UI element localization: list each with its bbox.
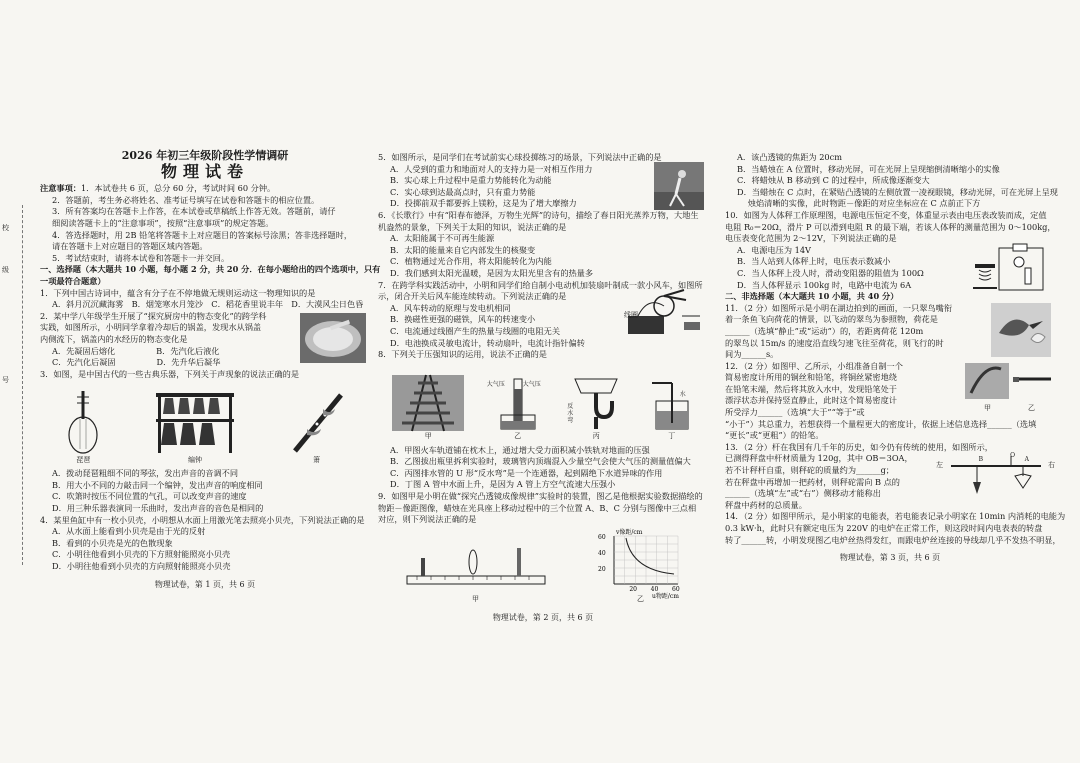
y-tick-label: 20 <box>597 566 606 574</box>
page-2 <box>378 152 708 623</box>
question-text: 7．在跨学科实践活动中，小明和同学们给自制小电动机加装扇叶制成一款小风车，如图所 <box>378 279 703 290</box>
question-13 <box>725 442 1055 512</box>
question-text: 0.3 kW·h，此时只有额定电压为 220V 的电炉在正常工作，则这段时间内电表表的转盘 <box>725 523 1043 533</box>
copper-wire-photo <box>965 363 1009 399</box>
sink-trap-drawing <box>571 375 621 431</box>
question-option: A．该凸透镜的焦距为 20cm <box>737 152 842 162</box>
question-text: 着一条鱼飞向荷花的情景，以飞动的翠鸟为参照物，荷花是 <box>725 314 938 325</box>
question-option: B．实心球上升过程中是重力势能转化为动能 <box>390 175 552 186</box>
question-option: A．人受到的重力和地面对人的支持力是一对相互作用力 <box>390 163 593 174</box>
figure-caption: 乙 <box>514 432 522 441</box>
question-text: 2．某中学八年级学生开展了“探究厨房中的物态变化”的跨学科 <box>40 310 267 321</box>
question-4: 4．某里鱼缸中有一枚小贝壳，小明想从水面上用激光笔去照亮小贝壳，下列说法正确的是 <box>40 514 365 525</box>
question-option: C．吹箫时按压不同位置的气孔，可以改变声音的速度 <box>52 491 247 502</box>
lens-figure <box>378 528 708 606</box>
question-option: C．小明往他看到小贝壳的下方照射能照亮小贝壳 <box>52 549 231 560</box>
question-option: C．实心球到达最高点时，只有重力势能 <box>390 186 536 197</box>
question-text: 简易密度计所用的铜丝和铅笔，将铜丝紧密地绕 <box>725 372 897 383</box>
question-text: 已测得秤盘中杆材质量为 120g，其中 OB＝3OA， <box>725 453 913 464</box>
question-text: 内侧流下，锅盖内的水经历的物态变化是 <box>40 333 188 344</box>
figure-label: 水 <box>679 391 686 399</box>
question-option: A．从水面上能看到小贝壳是由于光的反射 <box>52 526 206 537</box>
question-text: 示，闭合开关后风车能连续转动。下列说法正确的是 <box>378 291 567 302</box>
question-option: C．将蜡烛从 B 移动到 C 的过程中，所成像逐渐变大 <box>737 175 930 186</box>
question-option: B．换磁性更强的磁铁，风车的转速变小 <box>390 314 536 325</box>
exam-subtitle: 物理试卷 <box>160 161 249 181</box>
question-option: A．风车转动的原理与发电机相同 <box>390 302 511 313</box>
question-option: C．植物通过光合作用，将太阳能转化为内能 <box>390 256 552 267</box>
binding-margin <box>0 205 23 565</box>
notice-line: 4．答选择题时，用 2B 铅笔将答题卡上对应题目的答案标号涂黑；答非选择题时， <box>52 229 353 240</box>
page-footer: 物理试卷，第 3 页，共 6 页 <box>839 553 941 563</box>
pot-lid-photo <box>300 313 366 363</box>
question-12 <box>725 361 1055 442</box>
figure-label: 大气压 <box>522 381 541 389</box>
question-text: 漂浮状态并保持竖直静止，此时这个简易密度计 <box>725 395 897 406</box>
question-option: A．拨动琵琶粗细不同的琴弦，发出声音的音调不同 <box>52 468 239 479</box>
x-axis-label: u物距/cm <box>651 593 679 601</box>
question-text: “小于”）其总重力，若想获得一个量程更大的密度计，依据上述信息选择______（选填 <box>725 418 1037 429</box>
question-option: C．当人体秤上没人时，滑动变阻器的阻值为 100Ω <box>737 267 924 278</box>
question-text: 物距－像距图像，蜡烛在光具座上移动过程中的三个位置 A、B、C 分别与图像中三点相 <box>378 502 697 513</box>
notice-line: 细阅读答题卡上的“注意事项”，按照“注意事项”的规定答题。 <box>52 217 274 228</box>
question-option: B．太阳的能量来自它内部发生的核聚变 <box>390 244 536 255</box>
figure-caption: 丁 <box>668 432 676 441</box>
optical-bench-drawing <box>401 534 551 594</box>
question-text: 5．如图所示，是同学们在考试前实心球投掷练习的场景，下列说法中正确的是 <box>378 152 662 162</box>
page-footer: 物理试卷，第 2 页，共 6 页 <box>492 612 594 622</box>
question-option: A．电源电压为 14V <box>737 244 811 255</box>
figure-caption: 乙 <box>637 595 644 604</box>
question-text: 13．（2 分）杆在我国有几千年的历史，如今仍有传统的使用，如图所示， <box>725 441 993 452</box>
question-option: B．当人站到人体秤上时，电压表示数减小 <box>737 256 891 267</box>
x-tick-label: 60 <box>671 586 680 594</box>
question-8: 8．下列关于压强知识的运用，说法不正确的是 <box>378 349 547 360</box>
image-distance-curve <box>626 538 674 574</box>
question-option: B．看到的小贝壳是光的色散现象 <box>52 537 173 548</box>
bianzhong-drawing <box>150 389 240 455</box>
question-option: D．当人体秤显示 100kg 时，电路中电流为 6A <box>737 279 912 290</box>
instruments-figure <box>40 382 370 466</box>
question-text: 秤盘中药材的总质量。 <box>725 499 807 510</box>
rail-track-drawing <box>392 375 464 431</box>
question-text: 若不计秤杆自重，则秤砣的质量约为______g； <box>725 465 894 476</box>
binding-label: 校 <box>2 224 9 232</box>
notice-line: 请在答题卡上对应题目的答题区域内答题。 <box>52 241 208 252</box>
question-text: 实践，如图所示，小明同学拿着冷却后的锅盖，发现水从锅盖 <box>40 322 262 333</box>
question-3: 3．如图，是中国古代的一些古典乐器，下列关于声现象的说法正确的是 <box>40 368 300 379</box>
question-9: 9．如图甲是小明在做“探究凸透镜成像规律”实验时的装置，图乙是他根据实验数据描绘的 <box>378 491 703 502</box>
question-text: 所受浮力______（选填“大于”“等于”或 <box>725 407 865 418</box>
page-1 <box>40 149 381 590</box>
question-text: 的翠鸟以 15m/s 的速度沿直线匀速飞往至荷花，则飞行的时 <box>725 337 944 348</box>
figure-label: 大气压 <box>486 381 505 389</box>
question-text: 在铅笔末端，然后将其放入水中，发现铅笔处于 <box>725 383 897 394</box>
figure-caption: 箫 <box>313 455 321 464</box>
figure-caption: 甲 <box>472 595 479 604</box>
figure-caption: 编钟 <box>187 455 202 464</box>
question-14: 14．（2 分）如图甲所示，是小明家的电能表，若电能表记录小明家在 10min 内消耗的电能为 <box>725 511 1066 522</box>
question-text: 转了______转，小明发现图乙电炉丝热得发红，而跟电炉丝连接的导线却几乎不发热不明显， <box>725 534 1061 545</box>
question-text: 间为______s。 <box>725 349 779 360</box>
xiao-flute-drawing <box>287 389 347 455</box>
question-1: 1．下列中国古诗词中，蕴含有分子在不停地做无规则运动这一物理知识的是 <box>40 287 316 298</box>
binding-label: 号 <box>2 376 9 384</box>
question-option: D．用三种乐器表演同一乐曲时，发出声音的音色是相同的 <box>52 503 264 514</box>
figure-caption: 丙 <box>592 432 600 441</box>
page-footer: 物理试卷，第 1 页，共 6 页 <box>154 579 256 589</box>
x-tick-label: 40 <box>650 586 658 594</box>
figure-label: O <box>1010 451 1015 459</box>
question-11 <box>725 303 1055 361</box>
question-option: A．甲图火车轨道铺在枕木上，通过增大受力面积减小铁轨对地面的压强 <box>390 444 650 455</box>
figure-label: 线圈 <box>624 310 638 319</box>
question-text: 电阻 R₀＝20Ω，滑片 P 可以滑到电阻 R 的最下端，若该人体秤的测量范围为 0～100kg， <box>725 221 1056 232</box>
binding-label: 级 <box>2 266 9 274</box>
question-text: 机盎然的景象，下列关于太阳的知识，说法正确的是 <box>378 221 567 232</box>
question-text: 电压表变化范围为 2～12V，下列说法正确的是 <box>725 233 897 244</box>
question-text: 若在秤盘中再增加一把药材，则秤砣需向 B 点的 <box>725 476 900 487</box>
notice-line: 5．考试结束时，请将本试卷和答题卡一并交回。 <box>52 252 230 263</box>
page-3 <box>725 152 1066 564</box>
question-1-options: A．斜月沉沉藏海雾 B．烟笼寒水月笼沙 C．稻花香里说丰年 D．大漠风尘日色昏 <box>52 299 364 310</box>
question-option: D．小明往他看到小贝壳的方向照射能照亮小贝壳 <box>52 561 231 572</box>
question-7 <box>378 280 708 350</box>
figure-caption: 甲 <box>984 403 991 412</box>
question-option: B．用大小不同的力敲击同一个编钟，发出声音的响度相同 <box>52 479 263 490</box>
section-heading: 一项最符合题意） <box>40 275 106 286</box>
figure-label: 右 <box>1048 460 1055 469</box>
question-text: ______（选填“左”或“右”）侧移动才能称出 <box>725 488 881 499</box>
section-heading: 二、非选择题（本大题共 10 小题，共 40 分） <box>725 291 899 302</box>
figure-caption: 甲 <box>424 432 432 441</box>
question-option: C．先汽化后凝固 D．先升华后凝华 <box>52 357 221 368</box>
question-6: 6．《长歌行》中有“阳春布德泽，万物生光辉”的诗句，描绘了春日阳光蒸养万物，大地生 <box>378 209 699 220</box>
figure-label: 反水弯 <box>567 403 574 425</box>
question-text: 12．（2 分）如图甲、乙所示，小组准备自制一个 <box>725 360 903 371</box>
question-option: A．先凝固后熔化 B．先汽化后液化 <box>52 345 220 356</box>
question-option: D．丁图 A 管中水面上升，是因为 A 管上方空气流速大压强小 <box>390 479 616 490</box>
question-option: C．电流通过线圈产生的热量与线圈的电阻无关 <box>390 325 561 336</box>
figure-caption: 乙 <box>1028 403 1035 412</box>
shot-put-photo <box>654 162 704 210</box>
x-tick-label: 20 <box>628 586 637 594</box>
question-option: C．丙图排水管的 U 形“反水弯”是一个连通器，起到隔绝下水道异味的作用 <box>390 467 663 478</box>
figure-label: 左 <box>936 460 943 469</box>
pressure-figure <box>378 363 708 443</box>
question-option: B．乙图拔出瓶里拆利实验时，玻璃管内顶端混入少量空气会使大气压的测量值偏大 <box>390 456 691 467</box>
section-heading: 一、选择题（本大题共 10 小题，每小题 2 分，共 20 分．在每小题给出的四个选项中，只有 <box>40 264 381 275</box>
question-option: A．太阳能属于不可再生能源 <box>390 233 495 244</box>
notice-heading: 注意事项： <box>40 183 81 194</box>
image-distance-graph <box>596 528 686 601</box>
notice-line: 3．所有答案均在答题卡上作答，在本试卷或草稿纸上作答无效。答题前，请仔 <box>52 206 336 217</box>
question-option: D．我们感到太阳光温暖，是因为太阳光里含有的热量多 <box>390 267 594 278</box>
question-text: “更长”或“更粗”）的铅笔。 <box>725 430 824 441</box>
question-10 <box>725 210 1055 291</box>
question-text: 11．（2 分）如图所示是小明在湖边拍到的画面，一只翠鸟嘴衔 <box>725 302 953 313</box>
y-tick-label: 40 <box>597 550 606 558</box>
exam-title: 2026 年初三年级阶段性学情调研 <box>121 149 289 162</box>
venturi-drawing <box>650 375 694 431</box>
question-option: B．当蜡烛在 A 位置时，移动光屏，可在光屏上呈现缩倒清晰缩小的实像 <box>737 163 1000 174</box>
question-text: ______（选填“静止”或“运动”）的，若距离荷花 120m <box>725 325 924 336</box>
question-2 <box>40 311 370 369</box>
question-option: 烛焰清晰的实像，此时物距－像距的对应坐标应在 C 点前正下方 <box>737 198 981 209</box>
question-5 <box>378 152 708 210</box>
question-text: 对应，则下列说法正确的是 <box>378 514 477 525</box>
notice-line: 1．本试卷共 6 页，总分 60 分，考试时间 60 分钟。 <box>80 183 276 194</box>
question-option: D．投掷前双手都要拆上镁粉，这是为了增大摩擦力 <box>390 198 577 209</box>
question-text: 10．如图为人体秤工作原理图，电源电压恒定不变，体重显示表由电压表改装而成，定值 <box>725 209 1047 220</box>
pipa-drawing <box>63 389 103 455</box>
question-option: D．电池换成灵敏电流计，转动扇叶，电流计指针偏转 <box>390 337 585 348</box>
notice-line: 2．答题前，考生务必将姓名、准考证号填写在试卷和答题卡的相应位置。 <box>52 194 320 205</box>
figure-caption: 琵琶 <box>76 455 91 464</box>
steelyard-drawing <box>941 454 1051 504</box>
figure-label: B <box>978 455 983 463</box>
kingfisher-photo <box>991 303 1051 357</box>
y-axis-label: v像距/cm <box>615 529 642 537</box>
scale-circuit-drawing <box>969 244 1051 294</box>
question-option: D．当蜡烛在 C 点时，在紧贴凸透镜的左侧放置一凌视眼镜，移动光屏，可在光屏上呈现 <box>737 186 1058 197</box>
figure-label: A <box>1024 455 1029 463</box>
y-tick-label: 60 <box>597 534 606 542</box>
pencil-drawing <box>1011 367 1055 397</box>
